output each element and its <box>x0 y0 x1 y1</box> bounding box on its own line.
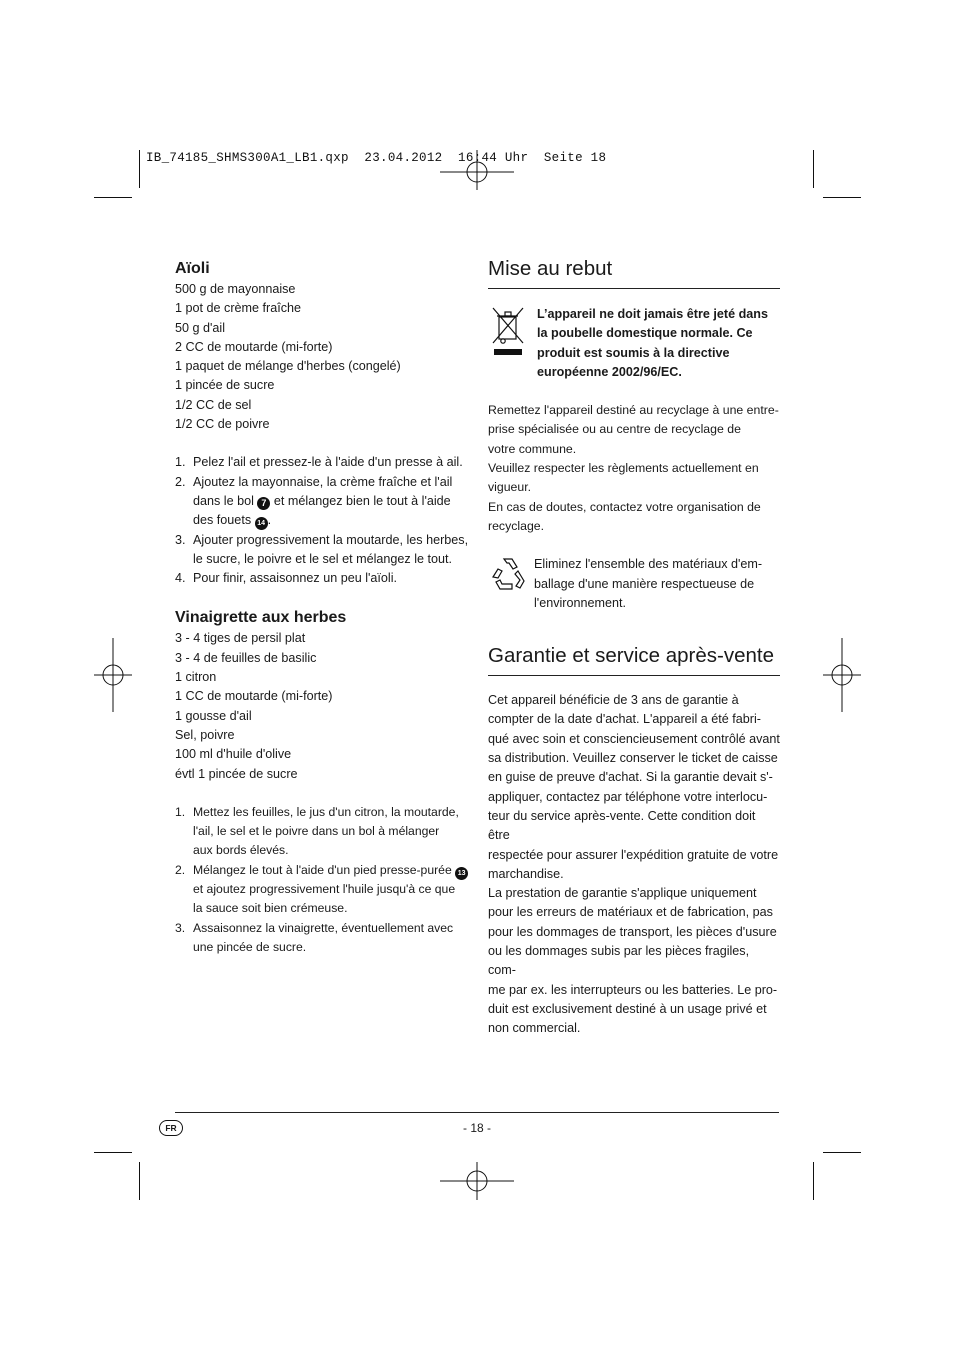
disposal-title: Mise au rebut <box>488 256 780 289</box>
aioli-steps <box>175 453 475 588</box>
ingredient: 1/2 CC de poivre <box>175 417 270 432</box>
language-badge: FR <box>159 1120 183 1136</box>
warranty-text: Cet appareil bénéficie de 3 ans de garantie à compter de la date d'achat. L'appareil a été fabri- qué avec soin et consciencieusement contrôlé avant sa distribution. Veuillez conserver le ticket de caisse en guise de preuve d'achat. Si la garantie devait s'- appliquer, contactez par téléphone votre interlocu- teur du service après-vente. Cette condition doit être respectée pour assurer l'expédition gratuite de votre marchandise. La prestation de garantie s'applique uniquement pour les erreurs de matériaux et de fabrication, pas pour les dommages de transport, les pièces d'usure ou les dommages subis par les pièces fragiles, com- me par ex. les interrupteurs ou les batteries. Le pro- duit est exclusivement destiné à un usage privé et non commercial. <box>488 693 780 1036</box>
recycling-notice: Eliminez l'ensemble des matériaux d'em- ballage d'une manière respectueuse de l'environnement. <box>488 555 780 613</box>
info-column <box>488 256 780 1039</box>
step: 3. Assaisonnez la vinaigrette, éventuellement avec une pincée de sucre. <box>175 920 454 954</box>
ingredient: 3 - 4 de feuilles de basilic <box>175 650 317 665</box>
ingredient: 2 CC de moutarde (mi-forte) <box>175 339 333 354</box>
warranty-title: Garantie et service après-vente <box>488 643 780 676</box>
ingredient: 1 paquet de mélange d'herbes (congelé) <box>175 359 401 374</box>
ingredient: 1 CC de moutarde (mi-forte) <box>175 689 333 704</box>
aioli-title: Aïoli <box>175 260 210 277</box>
step: 3. Ajouter progressivement la moutarde, les herbes, le sucre, le poivre et le sel et mélangez le tout. <box>175 532 469 566</box>
disposal-text: Remettez l'appareil destiné au recyclage à une entre- prise spécialisée ou au centre de recyclage de votre commune. Veuillez respecter les règlements actuellement en vigueur. En cas de doutes, contactez votre organisation de recyclage. <box>488 403 779 533</box>
step: 2. Ajoutez la mayonnaise, la crème fraîche et l'ail dans le bol 7 et mélangez bien le tout à l'aide des fouets 14 . <box>175 473 475 531</box>
part-badge: 14 <box>255 517 268 530</box>
vinaigrette-title: Vinaigrette aux herbes <box>175 609 347 627</box>
ingredient: 1 citron <box>175 670 217 685</box>
ingredient: 50 g d'ail <box>175 320 226 335</box>
ingredient: 1 pot de crème fraîche <box>175 301 302 316</box>
crossed-out-wheelie-bin-icon <box>490 305 537 382</box>
step: 1. Pelez l'ail et pressez-le à l'aide d'un presse à ail. <box>175 455 463 470</box>
part-badge: 13 <box>455 867 468 880</box>
step: 1. Mettez les feuilles, le jus d'un citron, la moutarde, l'ail, le sel et le poivre dans un bol à mélanger aux bords élevés. <box>175 804 459 858</box>
recipes-column <box>175 258 475 957</box>
ingredient: Sel, poivre <box>175 727 235 742</box>
ingredient: 1 gousse d'ail <box>175 708 252 723</box>
ingredient: évtl 1 pincée de sucre <box>175 766 298 781</box>
aioli-ingredients <box>175 280 475 434</box>
ingredient: 100 ml d'huile d'olive <box>175 747 292 762</box>
part-badge: 7 <box>257 497 270 510</box>
recycling-icon <box>488 555 534 613</box>
ingredient: 1 pincée de sucre <box>175 378 275 393</box>
step: 4. Pour finir, assaisonnez un peu l'aïoli. <box>175 571 398 586</box>
step: 2. Mélangez le tout à l'aide d'un pied presse-purée 13 et ajoutez progressivement l'huile jusqu'à ce que la sauce soit bien crémeuse. <box>175 861 475 919</box>
ingredient: 3 - 4 tiges de persil plat <box>175 631 306 646</box>
print-slug: IB_74185_SHMS300A1_LB1.qxp 23.04.2012 16:44 Uhr Seite 18 <box>146 151 607 165</box>
vinaigrette-steps <box>175 803 475 957</box>
page-number: - 18 - <box>462 1121 491 1135</box>
footer-rule <box>175 1112 779 1113</box>
disposal-notice: L’appareil ne doit jamais être jeté dans la poubelle domestique normale. Ce produit est soumis à la directive européenne 2002/96/EC. <box>490 305 780 382</box>
vinaigrette-ingredients <box>175 629 475 783</box>
ingredient: 500 g de mayonnaise <box>175 282 296 296</box>
ingredient: 1/2 CC de sel <box>175 397 252 412</box>
